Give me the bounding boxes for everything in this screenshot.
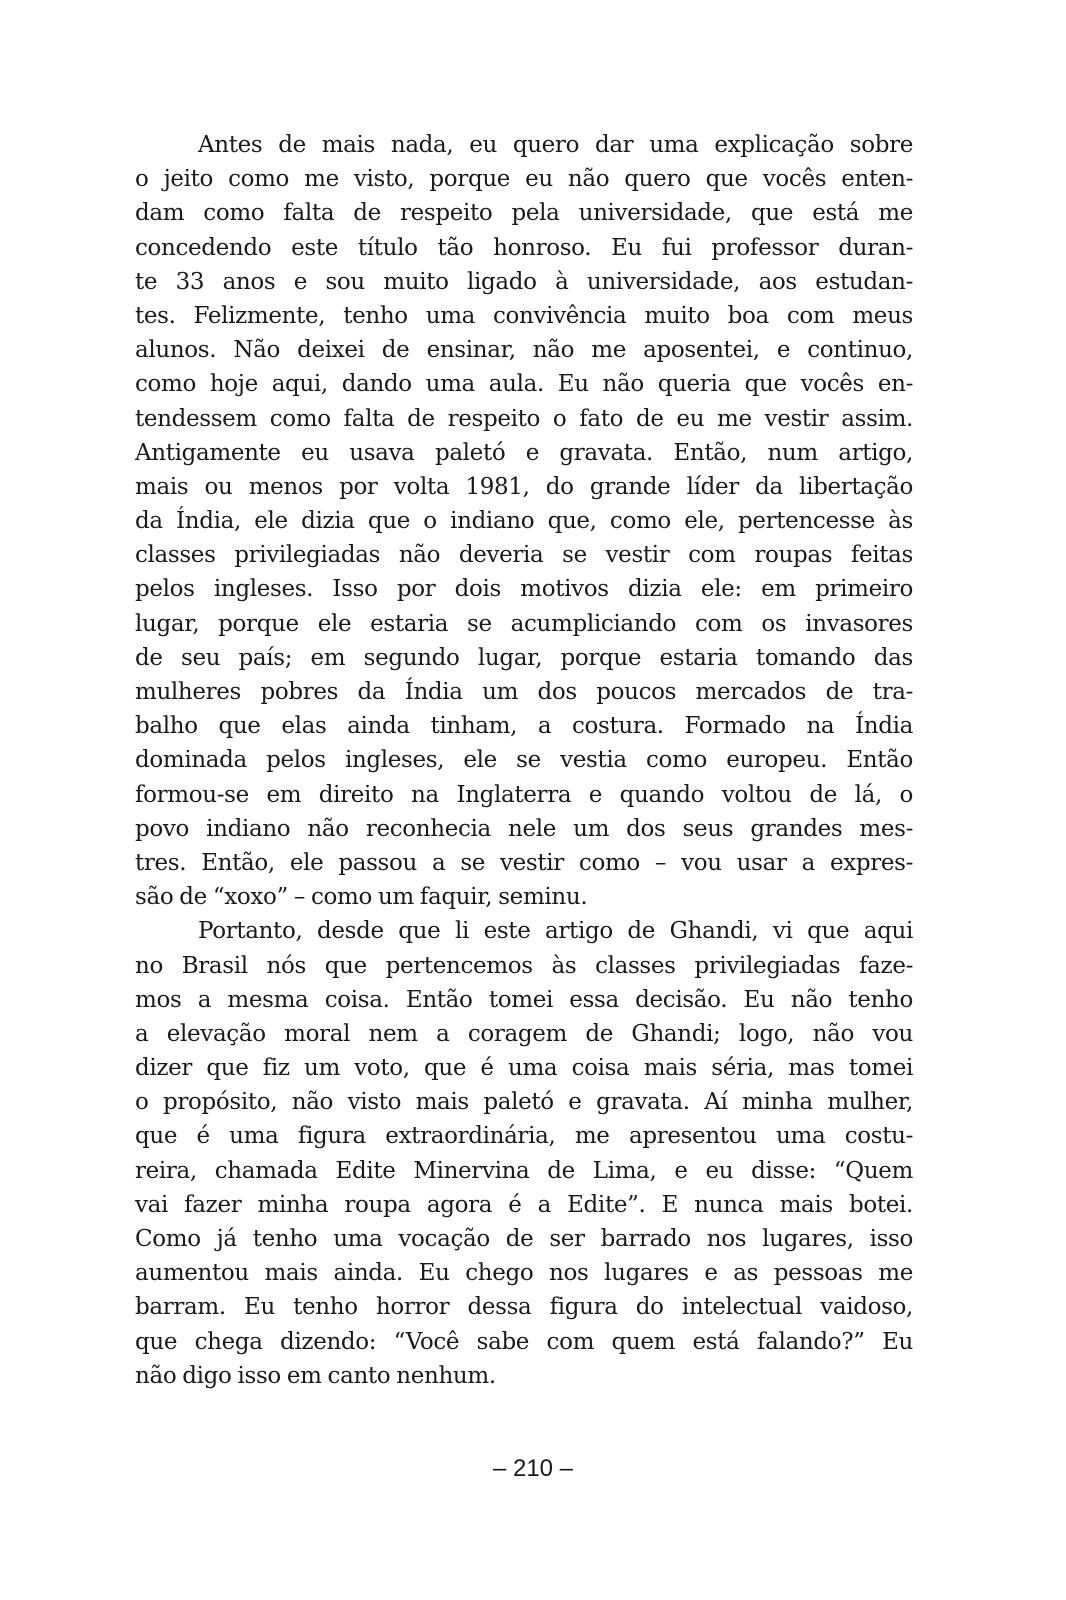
paragraph-2 (135, 914, 913, 1393)
page-body (135, 128, 913, 1393)
text-line: Antes de mais nada, eu quero dar uma explicação sobre (198, 132, 913, 158)
text-line: são de “xoxo” – como um faquir, seminu. (135, 884, 588, 911)
text-line: reira, chamada Edite Minervina de Lima, e eu disse: “Quem (135, 1157, 913, 1184)
text-line: pelos ingleses. Isso por dois motivos dizia ele: em primeiro (135, 576, 913, 603)
paragraph-1 (135, 128, 913, 914)
text-line: o propósito, não visto mais paletó e gravata. Aí minha mulher, (135, 1089, 913, 1116)
text-line: povo indiano não reconhecia nele um dos seus grandes mes- (135, 815, 913, 842)
text-line: dominada pelos ingleses, ele se vestia como europeu. Então (135, 747, 913, 774)
page-number: – 210 – (492, 1455, 574, 1482)
text-line: balho que elas ainda tinham, a costura. Formado na Índia (135, 713, 913, 740)
text-line: o jeito como me visto, porque eu não quero que vocês enten- (135, 166, 913, 193)
text-line: mos a mesma coisa. Então tomei essa decisão. Eu não tenho (135, 986, 913, 1013)
text-line: que chega dizendo: “Você sabe com quem está falando?” Eu (135, 1328, 913, 1355)
text-line: tres. Então, ele passou a se vestir como – vou usar a expres- (135, 849, 913, 876)
text-line: tendessem como falta de respeito o fato de eu me vestir assim. (135, 405, 913, 432)
text-line: no Brasil nós que pertencemos às classes privilegiadas faze- (135, 952, 913, 979)
text-line: Como já tenho uma vocação de ser barrado nos lugares, isso (135, 1226, 913, 1252)
text-line: que é uma figura extraordinária, me apresentou uma costu- (135, 1123, 913, 1150)
text-line: tes. Felizmente, tenho uma convivência muito boa com meus (135, 302, 913, 329)
text-line: Antigamente eu usava paletó e gravata. Então, num artigo, (135, 439, 913, 466)
text-line: dam como falta de respeito pela universidade, que está me (135, 200, 913, 227)
text-line: da Índia, ele dizia que o indiano que, como ele, pertencesse às (135, 508, 913, 535)
text-line: de seu país; em segundo lugar, porque estaria tomando das (135, 644, 913, 671)
text-line: concedendo este título tão honroso. Eu fui professor duran- (135, 234, 913, 261)
text-line: formou-se em direito na Inglaterra e quando voltou de lá, o (135, 781, 913, 808)
text-line: alunos. Não deixei de ensinar, não me aposentei, e continuo, (135, 337, 913, 364)
text-line: mulheres pobres da Índia um dos poucos mercados de tra- (135, 679, 913, 705)
text-line: mais ou menos por volta 1981, do grande líder da libertação (135, 473, 913, 500)
text-line: dizer que fiz um voto, que é uma coisa mais séria, mas tomei (135, 1055, 913, 1082)
text-line: a elevação moral nem a coragem de Ghandi; logo, não vou (135, 1020, 913, 1047)
text-line: Portanto, desde que li este artigo de Ghandi, vi que aqui (198, 918, 913, 945)
text-line: lugar, porque ele estaria se acumpliciando com os invasores (135, 610, 913, 637)
text-line: aumentou mais ainda. Eu chego nos lugares e as pessoas me (135, 1260, 913, 1287)
text-line: te 33 anos e sou muito ligado à universidade, aos estudan- (135, 268, 913, 295)
text-line: vai fazer minha roupa agora é a Edite”. E nunca mais botei. (135, 1191, 913, 1218)
text-line: barram. Eu tenho horror dessa figura do intelectual vaidoso, (135, 1294, 913, 1321)
text-line: não digo isso em canto nenhum. (135, 1362, 496, 1389)
text-line: classes privilegiadas não deveria se vestir com roupas feitas (135, 542, 913, 569)
text-line: como hoje aqui, dando uma aula. Eu não queria que vocês en- (135, 371, 913, 398)
